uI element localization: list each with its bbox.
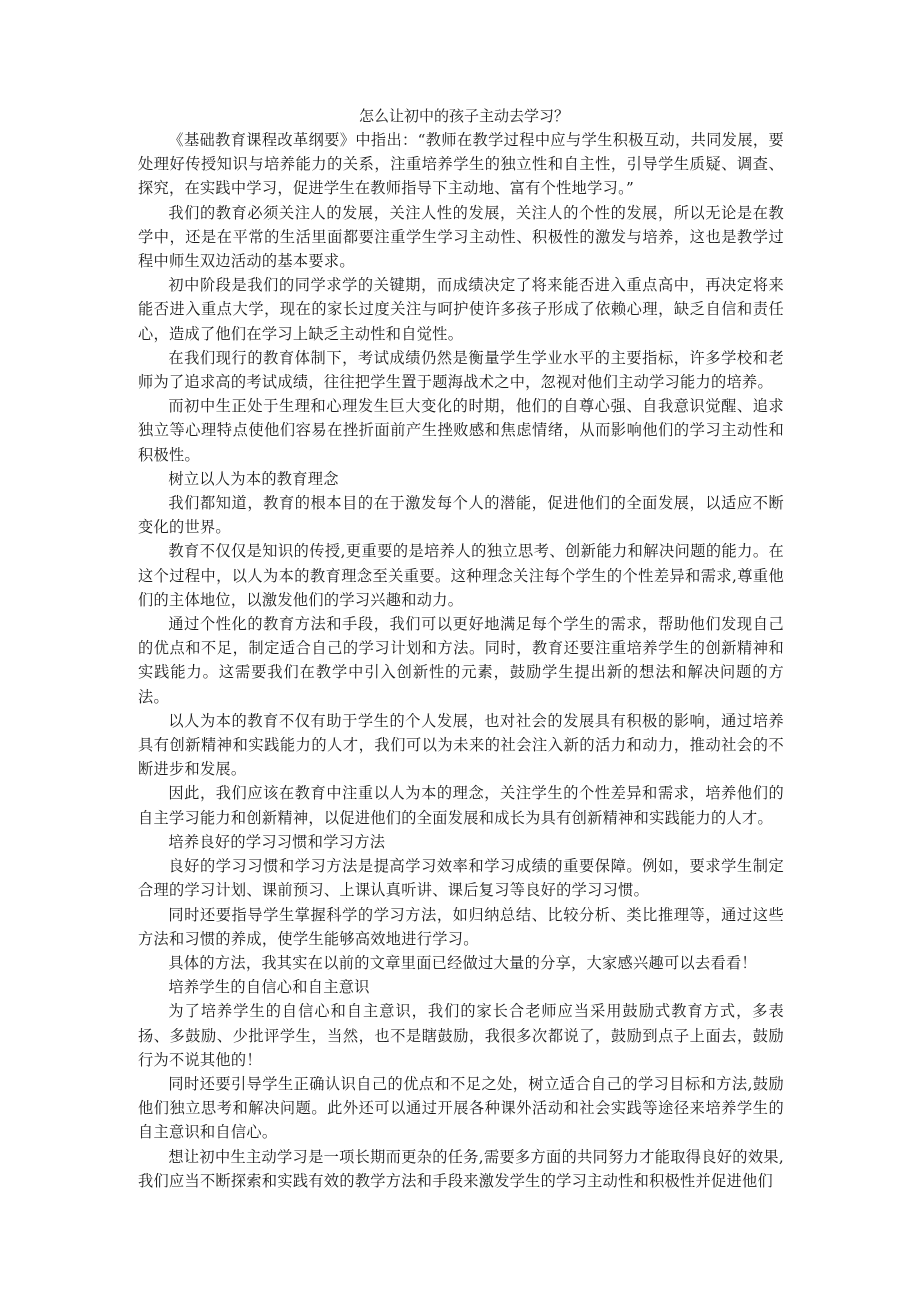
paragraph: 想让初中生主动学习是一项长期而更杂的任务,需要多方面的共同努力才能取得良好的效果,我们应当不断探索和实践有效的教学方法和手段来激发学生的学习主动性和积极性并促进他们 <box>138 1147 784 1190</box>
paragraph: 我们的教育必须关注人的发展，关注人性的发展，关注人的个性的发展，所以无论是在教学中，还是在平常的生活里面都要注重学生学习主动性、积极性的激发与培养，这也是教学过程中师生双边活动的基本要求。 <box>138 203 784 271</box>
paragraph: 《基础教育课程改革纲要》中指出：“教师在教学过程中应与学生积极互动，共同发展，要处理好传授知识与培养能力的关系，注重培养学生的独立性和自主性，引导学生质疑、调查、探究，在实践中学习，促进学生在教师指导下主动地、富有个性地学习。” <box>138 131 784 198</box>
section-heading: 培养学生的自信心和自主意识 <box>168 978 370 997</box>
paragraph: 同时还要指导学生掌握科学的学习方法，如归纳总结、比较分析、类比推理等，通过这些方法和习惯的养成，使学生能够高效地进行学习。 <box>138 905 784 948</box>
paragraph: 具体的方法，我其实在以前的文章里面已经做过大量的分享，大家感兴趣可以去看看！ <box>168 953 757 972</box>
paragraph: 因此，我们应该在教育中注重以人为本的理念，关注学生的个性差异和需求，培养他们的自主学习能力和创新精神，以促进他们的全面发展和成长为具有创新精神和实践能力的人才。 <box>138 784 784 827</box>
section-heading: 培养良好的学习习惯和学习方法 <box>168 832 386 851</box>
paragraph: 我们都知道，教育的根本目的在于激发每个人的潜能，促进他们的全面发展，以适应不断变化的世界。 <box>138 494 784 537</box>
paragraph: 通过个性化的教育方法和手段，我们可以更好地满足每个学生的需求，帮助他们发现自己的优点和不足，制定适合自己的学习计划和方法。同时，教育还要注重培养学生的创新精神和实践能力。这需要我们在教学中引入创新性的元素，鼓励学生提出新的想法和解决问题的方法。 <box>138 615 784 706</box>
paragraph: 为了培养学生的自信心和自主意识，我们的家长合老师应当采用鼓励式教育方式，多表扬、多鼓励、少批评学生，当然，也不是瞎鼓励，我很多次都说了，鼓励到点子上面去，鼓励行为不说其他的！ <box>138 1002 784 1069</box>
document-title: 怎么让初中的孩子主动去学习？ <box>358 107 569 125</box>
paragraph: 初中阶段是我们的同学求学的关键期，而成绩决定了将来能否进入重点高中，再决定将来能否进入重点大学，现在的家长过度关注与呵护使许多孩子形成了依赖心理，缺乏自信和责任心，造成了他们在学习上缺乏主动性和自觉性。 <box>138 276 784 343</box>
paragraph: 在我们现行的教育体制下，考试成绩仍然是衡量学生学业水平的主要指标，许多学校和老师为了追求高的考试成绩，往往把学生置于题海战术之中，忽视对他们主动学习能力的培养。 <box>138 348 784 392</box>
paragraph: 以人为本的教育不仅有助于学生的个人发展，也对社会的发展具有积极的影响，通过培养具有创新精神和实践能力的人才，我们可以为未来的社会注入新的活力和动力，推动社会的不断进步和发展。 <box>138 711 784 779</box>
paragraph: 良好的学习习惯和学习方法是提高学习效率和学习成绩的重要保障。例如，要求学生制定合理的学习计划、课前预习、上课认真听讲、课后复习等良好的学习习惯。 <box>138 857 784 900</box>
paragraph: 教育不仅仅是知识的传授,更重要的是培养人的独立思考、创新能力和解决问题的能力。在这个过程中，以人为本的教育理念至关重要。这种理念关注每个学生的个性差异和需求,尊重他们的主体地位，以激发他们的学习兴趣和动力。 <box>138 542 784 609</box>
paragraph: 而初中生正处于生理和心理发生巨大变化的时期，他们的自尊心强、自我意识觉醒、追求独立等心理特点使他们容易在挫折面前产生挫败感和焦虑情绪，从而影响他们的学习主动性和积极性。 <box>138 397 784 464</box>
section-heading: 树立以人为本的教育理念 <box>168 469 339 488</box>
paragraph: 同时还要引导学生正确认识自己的优点和不足之处，树立适合自己的学习目标和方法,鼓励他们独立思考和解决问题。此外还可以通过开展各种课外活动和社会实践等途径来培养学生的自主意识和自信心。 <box>138 1074 784 1142</box>
document-page <box>138 106 784 1193</box>
document-body <box>138 128 784 1193</box>
